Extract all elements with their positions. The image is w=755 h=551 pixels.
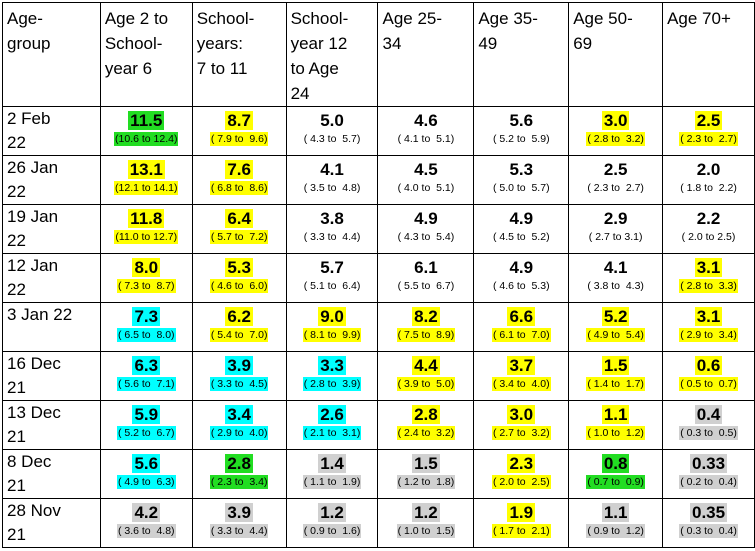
cell-value: 3.0	[509, 405, 534, 424]
row-date: 26 Jan 22	[3, 156, 101, 205]
cell-value: 5.2	[603, 307, 628, 326]
cell-value: 2.6	[320, 405, 344, 424]
cell-confidence-interval: ( 2.3 to 3.4)	[210, 476, 268, 488]
table-cell	[569, 254, 663, 303]
table-cell	[100, 254, 192, 303]
cell-confidence-interval: ( 7.3 to 8.7)	[117, 280, 175, 292]
cell-confidence-interval: ( 0.2 to 0.4)	[680, 476, 737, 488]
cell-value: 4.2	[134, 503, 159, 522]
cell-confidence-interval: ( 2.9 to 4.0)	[210, 427, 268, 439]
table-cell	[569, 499, 663, 548]
cell-confidence-interval: ( 2.9 to 3.4)	[680, 329, 737, 341]
table-cell	[286, 499, 378, 548]
cell-value: 6.3	[134, 356, 159, 375]
cell-value: 3.9	[227, 503, 251, 522]
header-age-25-34: Age 25- 34	[378, 3, 474, 107]
cell-value: 0.6	[696, 356, 721, 375]
table-cell	[569, 205, 663, 254]
cell-confidence-interval: (10.6 to 12.4)	[115, 133, 178, 145]
cell-value: 4.9	[414, 209, 438, 228]
table-cell	[474, 499, 569, 548]
row-date: 2 Feb 22	[3, 107, 101, 156]
cell-value: 4.9	[509, 209, 534, 228]
table-row	[3, 254, 755, 303]
table-row	[3, 156, 755, 205]
cell-confidence-interval: ( 3.6 to 4.8)	[117, 525, 175, 537]
table-cell	[192, 156, 286, 205]
cell-confidence-interval: ( 6.8 to 8.6)	[210, 182, 268, 194]
table-cell	[663, 156, 755, 205]
cell-confidence-interval: ( 1.0 to 1.5)	[397, 525, 455, 537]
cell-value: 7.6	[227, 160, 251, 179]
table-cell	[286, 303, 378, 352]
cell-value: 4.1	[603, 258, 628, 277]
cell-confidence-interval: ( 5.0 to 5.7)	[492, 182, 550, 194]
cell-confidence-interval: (11.0 to 12.7)	[115, 231, 178, 243]
cell-value: 6.6	[509, 307, 534, 326]
cell-value: 5.6	[134, 454, 159, 473]
cell-value: 5.9	[134, 405, 159, 424]
table-cell	[286, 450, 378, 499]
table-cell	[192, 254, 286, 303]
table-cell	[378, 205, 474, 254]
header-school-year-12-to-age-24: School- year 12 to Age 24	[286, 3, 378, 107]
cell-value: 3.1	[696, 258, 721, 277]
cell-value: 9.0	[320, 307, 344, 326]
cell-value: 2.5	[696, 111, 721, 130]
table-cell	[378, 254, 474, 303]
cell-value: 4.5	[414, 160, 438, 179]
table-cell	[378, 401, 474, 450]
row-date: 28 Nov 21	[3, 499, 101, 548]
cell-confidence-interval: ( 6.5 to 8.0)	[117, 329, 175, 341]
cell-value: 2.0	[696, 160, 721, 179]
cell-confidence-interval: ( 0.9 to 1.2)	[587, 525, 644, 537]
cell-confidence-interval: ( 1.8 to 2.2)	[680, 182, 737, 194]
cell-confidence-interval: ( 3.3 to 4.5)	[210, 378, 268, 390]
table-cell	[663, 205, 755, 254]
table-cell	[192, 352, 286, 401]
table-cell	[192, 205, 286, 254]
table-cell	[286, 107, 378, 156]
cell-confidence-interval: ( 6.1 to 7.0)	[492, 329, 550, 341]
cell-confidence-interval: ( 5.6 to 7.1)	[117, 378, 175, 390]
table-cell	[378, 156, 474, 205]
cell-confidence-interval: ( 5.2 to 6.7)	[117, 427, 175, 439]
table-cell	[100, 401, 192, 450]
cell-value: 3.3	[320, 356, 344, 375]
table-cell	[192, 303, 286, 352]
cell-confidence-interval: ( 5.2 to 5.9)	[492, 133, 550, 145]
cell-confidence-interval: ( 4.3 to 5.4)	[397, 231, 455, 243]
cell-value: 1.2	[414, 503, 438, 522]
table-cell	[192, 499, 286, 548]
cell-confidence-interval: ( 7.9 to 9.6)	[210, 133, 268, 145]
cell-confidence-interval: ( 1.0 to 1.2)	[587, 427, 644, 439]
table-cell	[474, 303, 569, 352]
table-row	[3, 107, 755, 156]
age-group-rates-table	[2, 2, 755, 548]
header-age-group: Age- group	[3, 3, 101, 107]
cell-confidence-interval: ( 0.7 to 0.9)	[587, 476, 644, 488]
table-cell	[100, 107, 192, 156]
row-date: 19 Jan 22	[3, 205, 101, 254]
table-cell	[100, 450, 192, 499]
header-row	[3, 3, 755, 107]
table-cell	[100, 156, 192, 205]
cell-confidence-interval: ( 3.3 to 4.4)	[303, 231, 361, 243]
cell-value: 11.5	[130, 111, 163, 130]
table-cell	[378, 107, 474, 156]
row-date: 13 Dec 21	[3, 401, 101, 450]
cell-value: 11.8	[130, 209, 163, 228]
cell-confidence-interval: ( 4.6 to 6.0)	[210, 280, 268, 292]
table-cell	[286, 156, 378, 205]
cell-confidence-interval: ( 2.0 to 2.5)	[492, 476, 550, 488]
row-date: 3 Jan 22	[3, 303, 101, 352]
cell-value: 4.4	[414, 356, 438, 375]
cell-confidence-interval: ( 0.9 to 1.6)	[303, 525, 361, 537]
table-cell	[286, 401, 378, 450]
cell-value: 1.1	[603, 405, 628, 424]
table-cell	[474, 205, 569, 254]
table-row	[3, 450, 755, 499]
cell-value: 8.7	[227, 111, 251, 130]
cell-value: 5.3	[227, 258, 251, 277]
table-cell	[286, 254, 378, 303]
cell-confidence-interval: ( 7.5 to 8.9)	[397, 329, 455, 341]
cell-value: 3.7	[509, 356, 534, 375]
cell-confidence-interval: ( 1.4 to 1.7)	[587, 378, 644, 390]
cell-value: 2.2	[696, 209, 721, 228]
table-row	[3, 205, 755, 254]
cell-confidence-interval: ( 5.5 to 6.7)	[397, 280, 455, 292]
cell-confidence-interval: ( 4.0 to 5.1)	[397, 182, 455, 194]
table-cell	[378, 303, 474, 352]
cell-value: 3.1	[696, 307, 721, 326]
table-cell	[569, 107, 663, 156]
cell-value: 2.8	[227, 454, 251, 473]
cell-value: 2.8	[414, 405, 438, 424]
cell-value: 1.5	[603, 356, 628, 375]
cell-confidence-interval: ( 3.5 to 4.8)	[303, 182, 361, 194]
table-cell	[192, 450, 286, 499]
row-date: 8 Dec 21	[3, 450, 101, 499]
cell-confidence-interval: ( 0.3 to 0.4)	[680, 525, 737, 537]
cell-value: 0.33	[691, 454, 726, 473]
table-row	[3, 499, 755, 548]
cell-value: 2.3	[509, 454, 534, 473]
table-cell	[192, 107, 286, 156]
table-row	[3, 401, 755, 450]
table-cell	[100, 499, 192, 548]
cell-confidence-interval: ( 2.8 to 3.9)	[303, 378, 361, 390]
cell-confidence-interval: ( 4.3 to 5.7)	[303, 133, 361, 145]
table-cell	[569, 156, 663, 205]
cell-value: 3.4	[227, 405, 251, 424]
table-cell	[100, 352, 192, 401]
table-cell	[663, 303, 755, 352]
table-cell	[569, 352, 663, 401]
cell-value: 5.3	[509, 160, 534, 179]
row-date: 12 Jan 22	[3, 254, 101, 303]
table-cell	[663, 352, 755, 401]
cell-value: 5.6	[509, 111, 534, 130]
cell-value: 13.1	[129, 160, 163, 179]
table-row	[3, 303, 755, 352]
cell-value: 0.8	[603, 454, 628, 473]
table-cell	[569, 401, 663, 450]
cell-confidence-interval: ( 4.6 to 5.3)	[492, 280, 550, 292]
cell-confidence-interval: ( 3.3 to 4.4)	[210, 525, 268, 537]
cell-confidence-interval: ( 1.2 to 1.8)	[397, 476, 455, 488]
cell-value: 8.2	[414, 307, 438, 326]
cell-value: 2.9	[603, 209, 628, 228]
cell-value: 8.0	[134, 258, 159, 277]
cell-confidence-interval: ( 4.1 to 5.1)	[397, 133, 455, 145]
cell-value: 4.6	[414, 111, 438, 130]
cell-value: 1.1	[603, 503, 628, 522]
row-date: 16 Dec 21	[3, 352, 101, 401]
table-cell	[286, 205, 378, 254]
table-cell	[378, 450, 474, 499]
cell-confidence-interval: ( 5.4 to 7.0)	[210, 329, 268, 341]
cell-value: 2.5	[603, 160, 628, 179]
table-cell	[100, 303, 192, 352]
cell-confidence-interval: ( 1.1 to 1.9)	[303, 476, 361, 488]
cell-value: 0.35	[691, 503, 726, 522]
cell-confidence-interval: (12.1 to 14.1)	[115, 182, 178, 194]
cell-confidence-interval: ( 2.3 to 2.7)	[680, 133, 737, 145]
cell-value: 0.4	[696, 405, 721, 424]
cell-confidence-interval: ( 2.8 to 3.3)	[680, 280, 737, 292]
cell-value: 1.4	[320, 454, 344, 473]
header-age-2-to-school-year-6: Age 2 to School- year 6	[100, 3, 192, 107]
cell-confidence-interval: ( 4.5 to 5.2)	[492, 231, 550, 243]
cell-confidence-interval: ( 2.8 to 3.2)	[587, 133, 644, 145]
cell-value: 6.4	[227, 209, 251, 228]
cell-confidence-interval: ( 3.8 to 4.3)	[587, 280, 644, 292]
cell-value: 4.9	[509, 258, 534, 277]
cell-value: 1.9	[509, 503, 534, 522]
cell-value: 5.7	[320, 258, 344, 277]
header-school-years-7-to-11: School- years: 7 to 11	[192, 3, 286, 107]
cell-value: 5.0	[320, 111, 344, 130]
cell-confidence-interval: ( 1.7 to 2.1)	[492, 525, 550, 537]
cell-confidence-interval: ( 3.4 to 4.0)	[492, 378, 550, 390]
cell-confidence-interval: ( 0.5 to 0.7)	[680, 378, 737, 390]
table-cell	[286, 352, 378, 401]
cell-value: 6.2	[227, 307, 251, 326]
cell-confidence-interval: ( 2.3 to 2.7)	[587, 182, 644, 194]
table-cell	[474, 450, 569, 499]
cell-confidence-interval: ( 5.7 to 7.2)	[210, 231, 268, 243]
cell-value: 3.9	[227, 356, 251, 375]
table-cell	[100, 205, 192, 254]
table-cell	[192, 401, 286, 450]
table-cell	[474, 254, 569, 303]
table-cell	[378, 352, 474, 401]
cell-confidence-interval: ( 4.9 to 5.4)	[587, 329, 644, 341]
table-cell	[569, 303, 663, 352]
table-cell	[663, 499, 755, 548]
cell-confidence-interval: ( 2.0 to 2.5)	[681, 231, 736, 243]
table-cell	[663, 107, 755, 156]
table-cell	[474, 401, 569, 450]
table-cell	[569, 450, 663, 499]
cell-confidence-interval: ( 8.1 to 9.9)	[303, 329, 361, 341]
table-cell	[474, 107, 569, 156]
cell-confidence-interval: ( 2.7 to 3.2)	[492, 427, 550, 439]
cell-confidence-interval: ( 2.7 to 3.1)	[588, 231, 643, 243]
table-cell	[474, 156, 569, 205]
table-cell	[663, 450, 755, 499]
cell-value: 1.2	[320, 503, 344, 522]
cell-confidence-interval: ( 4.9 to 6.3)	[117, 476, 175, 488]
cell-value: 7.3	[134, 307, 159, 326]
table-cell	[663, 401, 755, 450]
cell-confidence-interval: ( 2.1 to 3.1)	[303, 427, 361, 439]
header-age-70-plus: Age 70+	[663, 3, 755, 107]
table-cell	[474, 352, 569, 401]
table-row	[3, 352, 755, 401]
table-cell	[378, 499, 474, 548]
cell-value: 4.1	[320, 160, 344, 179]
cell-confidence-interval: ( 0.3 to 0.5)	[680, 427, 737, 439]
header-age-50-69: Age 50- 69	[569, 3, 663, 107]
cell-value: 3.0	[603, 111, 628, 130]
cell-confidence-interval: ( 3.9 to 5.0)	[397, 378, 455, 390]
header-age-35-49: Age 35- 49	[474, 3, 569, 107]
cell-value: 3.8	[320, 209, 344, 228]
table-cell	[663, 254, 755, 303]
cell-confidence-interval: ( 5.1 to 6.4)	[303, 280, 361, 292]
cell-value: 6.1	[414, 258, 438, 277]
cell-value: 1.5	[414, 454, 438, 473]
cell-confidence-interval: ( 2.4 to 3.2)	[397, 427, 455, 439]
